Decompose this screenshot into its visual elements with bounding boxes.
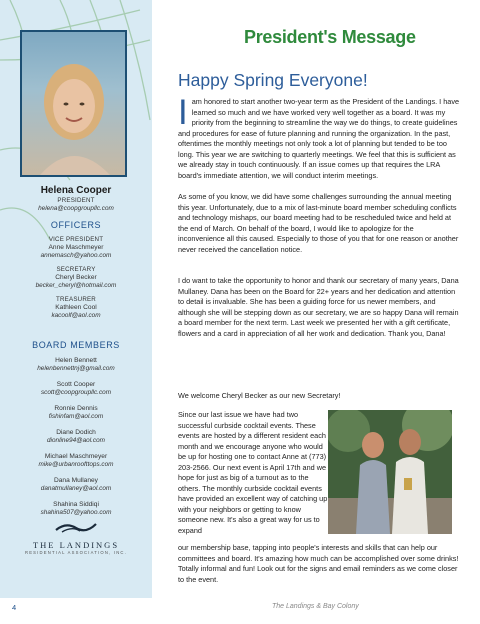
president-photo bbox=[20, 30, 127, 177]
board-member-name: Diane Dodich bbox=[56, 429, 96, 436]
officer-name: Cheryl Becker bbox=[55, 274, 97, 281]
paragraph-dana-thanks: I do want to take the opportunity to honor and thank our secretary of many years, Dana Mullaney. Dana has been on the Board for 22+ years and her dedication and attention to detail is invaluable. She has been a guiding force for us newer members, and although she will be stepping down as our secretary, we are so happy Dana will remain a board member for the next term. Last week we presented her with a gift certificate, flowers and a card in appreciation of all her work and dedication. Thank you, Dana! bbox=[178, 276, 459, 338]
article-greeting: Happy Spring Everyone! bbox=[178, 70, 368, 90]
board-member-name: Scott Cooper bbox=[56, 381, 96, 388]
board-member-email[interactable]: scott@coopgroupllc.com bbox=[40, 389, 112, 396]
officer-email[interactable]: kacoolf@aol.com bbox=[51, 312, 101, 319]
paragraph-annual-meeting: As some of you know, we did have some challenges surrounding the annual meeting this year. Unfortunately, due to a mix of last-minute board member scheduling conflicts and technology mishaps, our board meeting had to be rescheduled twice and held at the end of March. On behalf of the board, I would like to apologize for the inconvenience all this caused. Especially to those of you that for one reason or another never received the cancellation notice. bbox=[178, 192, 459, 254]
board-member-name: Helen Bennett bbox=[55, 357, 97, 364]
board-member-name: Ronnie Dennis bbox=[54, 405, 98, 412]
president-email[interactable]: helena@coopgroupllc.com bbox=[38, 205, 114, 212]
masthead-title: President's Message bbox=[244, 27, 416, 47]
board-member-email[interactable]: fishinfam@aol.com bbox=[48, 413, 104, 420]
wave-icon bbox=[54, 520, 98, 534]
president-title: PRESIDENT bbox=[57, 197, 95, 204]
officer-title: SECRETARY bbox=[56, 266, 96, 273]
board-member-email[interactable]: dionline94@aol.com bbox=[46, 437, 105, 444]
officer-email[interactable]: becker_cheryl@hotmail.com bbox=[35, 282, 117, 289]
board-member-email[interactable]: mike@urbanroofttops.com bbox=[38, 461, 114, 468]
paragraph-cocktail-events: Since our last issue we have had two successful curbside cocktail events. These events are hosted by a different resident each month and we encourage anyone who would be up for hosting one to contact Anne at (773) 203-2566. Our next event is April 17th and we hope for just as big of a turnout as to the others. The monthly curbside cocktail events have provided an excellent way of catching up with your neighbors or getting to know someone new. It's also a great way for us to expand bbox=[178, 410, 328, 535]
officer-email[interactable]: annemasch@yahoo.com bbox=[40, 252, 112, 259]
board-member-name: Michael Maschmeyer bbox=[44, 453, 108, 460]
board-member-email[interactable]: helenbennettnj@gmail.com bbox=[37, 365, 115, 372]
officer-title: TREASURER bbox=[56, 296, 96, 303]
drop-cap: I bbox=[178, 93, 188, 132]
officer-name: Kathleen Cool bbox=[55, 304, 97, 311]
event-photo bbox=[328, 410, 452, 534]
board-member-email[interactable]: danatmullaney@aol.com bbox=[40, 485, 112, 492]
publication-title: The Landings & Bay Colony bbox=[272, 603, 359, 610]
sidebar bbox=[0, 0, 152, 598]
board-heading: BOARD MEMBERS bbox=[32, 340, 120, 350]
board-member-name: Shahina Siddiqi bbox=[53, 501, 99, 508]
board-member-name: Dana Mullaney bbox=[54, 477, 98, 484]
paragraph-welcome: We welcome Cheryl Becker as our new Secretary! bbox=[178, 391, 341, 400]
landings-logo bbox=[8, 520, 144, 555]
officers-heading: OFFICERS bbox=[50, 220, 102, 230]
paragraph-membership: our membership base, tapping into people's interests and skills that can help our committees and board. It's amazing how much can be accomplished over some drinks! Totally informal and fun! Look out for the signs and email reminders as we come closer to the event. bbox=[178, 543, 459, 584]
officer-title: VICE PRESIDENT bbox=[48, 236, 104, 243]
officer-name: Anne Maschmeyer bbox=[48, 244, 104, 251]
logo-subtitle: RESIDENTIAL ASSOCIATION, INC. bbox=[24, 550, 128, 555]
paragraph-text: am honored to start another two-year term as the President of the Landings. I have learned so much and we have worked very well together as a board. It was my priority from the beginning to streamline the way we do things, to create guidelines and procedures for ease of future planning and running the organization. In the past, oftentimes the monthly meetings not only took a lot of planning but tended to be too long. This year we are switching to quarterly meetings. We feel that this is sufficient as we already stay in touch continuously. If an issue comes up that requires the LRA board's immediate attention, we will conduct interim meetings. bbox=[178, 97, 460, 180]
president-name: Helena Cooper bbox=[40, 185, 112, 196]
logo-title: THE LANDINGS bbox=[32, 540, 120, 550]
board-member-email[interactable]: shahina507@yahoo.com bbox=[40, 509, 112, 516]
page-number: 4 bbox=[12, 603, 17, 612]
paragraph-intro bbox=[178, 93, 460, 181]
